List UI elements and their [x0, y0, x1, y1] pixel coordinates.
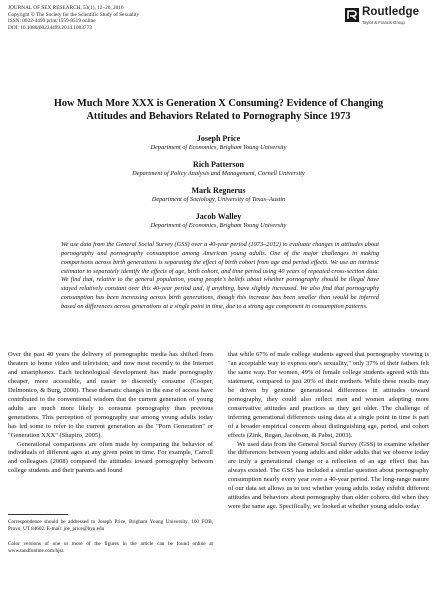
issn-line: ISSN: 0022-4499 print/1559-8519 online [8, 18, 96, 25]
author-name: Joseph Price [196, 134, 241, 143]
doi-link[interactable]: DOI: 10.1080/00224499.2014.1003773 [8, 24, 92, 31]
body-paragraph: Generational comparisons are often made by comparing the behavior of individuals of different ages at any given point in time. For example, Carroll and colleagues (2008) compared the attitudes toward pornography between college students and their parents and found [8, 440, 213, 475]
body-paragraph: that while 67% of male college students agreed that pornography viewing is "an acceptable way to express one's sexuality," only 37% of their fathers felt the same way. For women, 49% of female college students agreed with this statement, compared to just 20% of their mothers. While these results may be driven by genuine generational differences in attitudes toward pornography, they could also reflect men and women adopting more conservative attitudes and practices as they get older. The challenge of inferring generational differences using data at a single point in time is part of a broader empirical concern about distinguishing age, period, and cohort effects (Zink, Regan, Jacobson, & Pabst, 2003). [228, 351, 429, 439]
title-line-2: Attitudes and Behaviors Related to Pornography Since 1973 [86, 111, 351, 122]
author-entry [0, 186, 437, 204]
footnote-divider [8, 514, 68, 515]
routledge-emblem-icon [345, 8, 359, 22]
publisher-logo [345, 6, 431, 30]
author-entry [0, 160, 437, 178]
author-entry [0, 134, 437, 152]
abstract: We use data from the General Social Survey (GSS) over a 40-year period (1973–2012) to evaluate changes in attitudes about pornography and pornography consumption among American young adults. One of the major challenges in making comparisons across birth generations is separating the effect of birth cohort from age and period effects. We use an intrinsic estimator to separately identify the effects of age, birth cohort, and time period using 40 years of repeated cross-section data. We find that, relative to the general population, young people's beliefs about whether pornography should be illegal have stayed relatively constant over this 40-year period and, if anything, have slightly increased. We also find that pornography consumption has been increasing across birth generations, though this increase has been smaller than would be inferred based on differences across generations at a single point in time, due to a strong age component in consumption patterns. [61, 241, 379, 310]
publisher-subline: Taylor & Francis Group [362, 20, 405, 25]
author-name: Rich Patterson [193, 160, 244, 169]
author-affiliation: Department of Policy Analysis and Management, Cornell University [132, 170, 305, 177]
author-affiliation: Department of Economics, Brigham Young University [150, 144, 287, 151]
author-name: Mark Regnerus [191, 186, 246, 195]
author-name: Jacob Walley [195, 212, 242, 221]
body-column-right [228, 351, 429, 512]
color-figures-footnote: Color versions of one or more of the figures in the article can be found online at www.tandfonline.com/hjsr. [8, 541, 213, 554]
copyright-line: Copyright © The Society for the Scientific Study of Sexuality [8, 11, 140, 18]
publisher-name: Routledge [362, 6, 420, 18]
author-affiliation: Department of Economics, Brigham Young University [150, 222, 287, 229]
title-line-1: How Much More XXX is Generation X Consuming? Evidence of Changing [53, 98, 384, 109]
journal-citation: JOURNAL OF SEX RESEARCH, 53(1), 12–20, 2016 [8, 5, 124, 11]
author-entry [0, 212, 437, 230]
journal-header [8, 5, 139, 31]
body-paragraph: We used data from the General Social Survey (GSS) to examine whether the differences between young adults and older adults that we observe today are truly a generational change or a reflection of an age effect that has always existed. The GSS has included a similar question about pornography consumption nearly every year over a 40-year period. The long-range nature of our data set allows us to test whether young adults today exhibit different attitudes and behaviors about pornography than older cohorts did when they were the same age. Specifically, we looked at whether young adults today [228, 440, 429, 511]
body-column-left [8, 351, 213, 476]
body-paragraph: Over the past 40 years the delivery of pornographic media has shifted from theaters to home video and television, and now most recently to the Internet and smartphones. Each technological development has made pornography cheaper, more accessible, and easier to discreetly consume (Cooper, Delmonico, & Burg, 2000). These dramatic changes in the ease of access have contributed to the conventional wisdom that the current generation of young adults are much more likely to consume pornography than previous generations. This perception of pornography use among young adults today has led some to refer to the current generation as the "Porn Generation" or "Generation XXX" (Shapiro, 2005). [8, 351, 213, 439]
article-title [20, 97, 417, 123]
correspondence-footnote: Correspondence should be addressed to Joseph Price, Brigham Young University, 160 FOB, Provo, UT 84602. E-mail: joe_price@byu.edu [8, 519, 213, 532]
author-affiliation: Department of Sociology, University of Texas–Austin [151, 196, 286, 203]
